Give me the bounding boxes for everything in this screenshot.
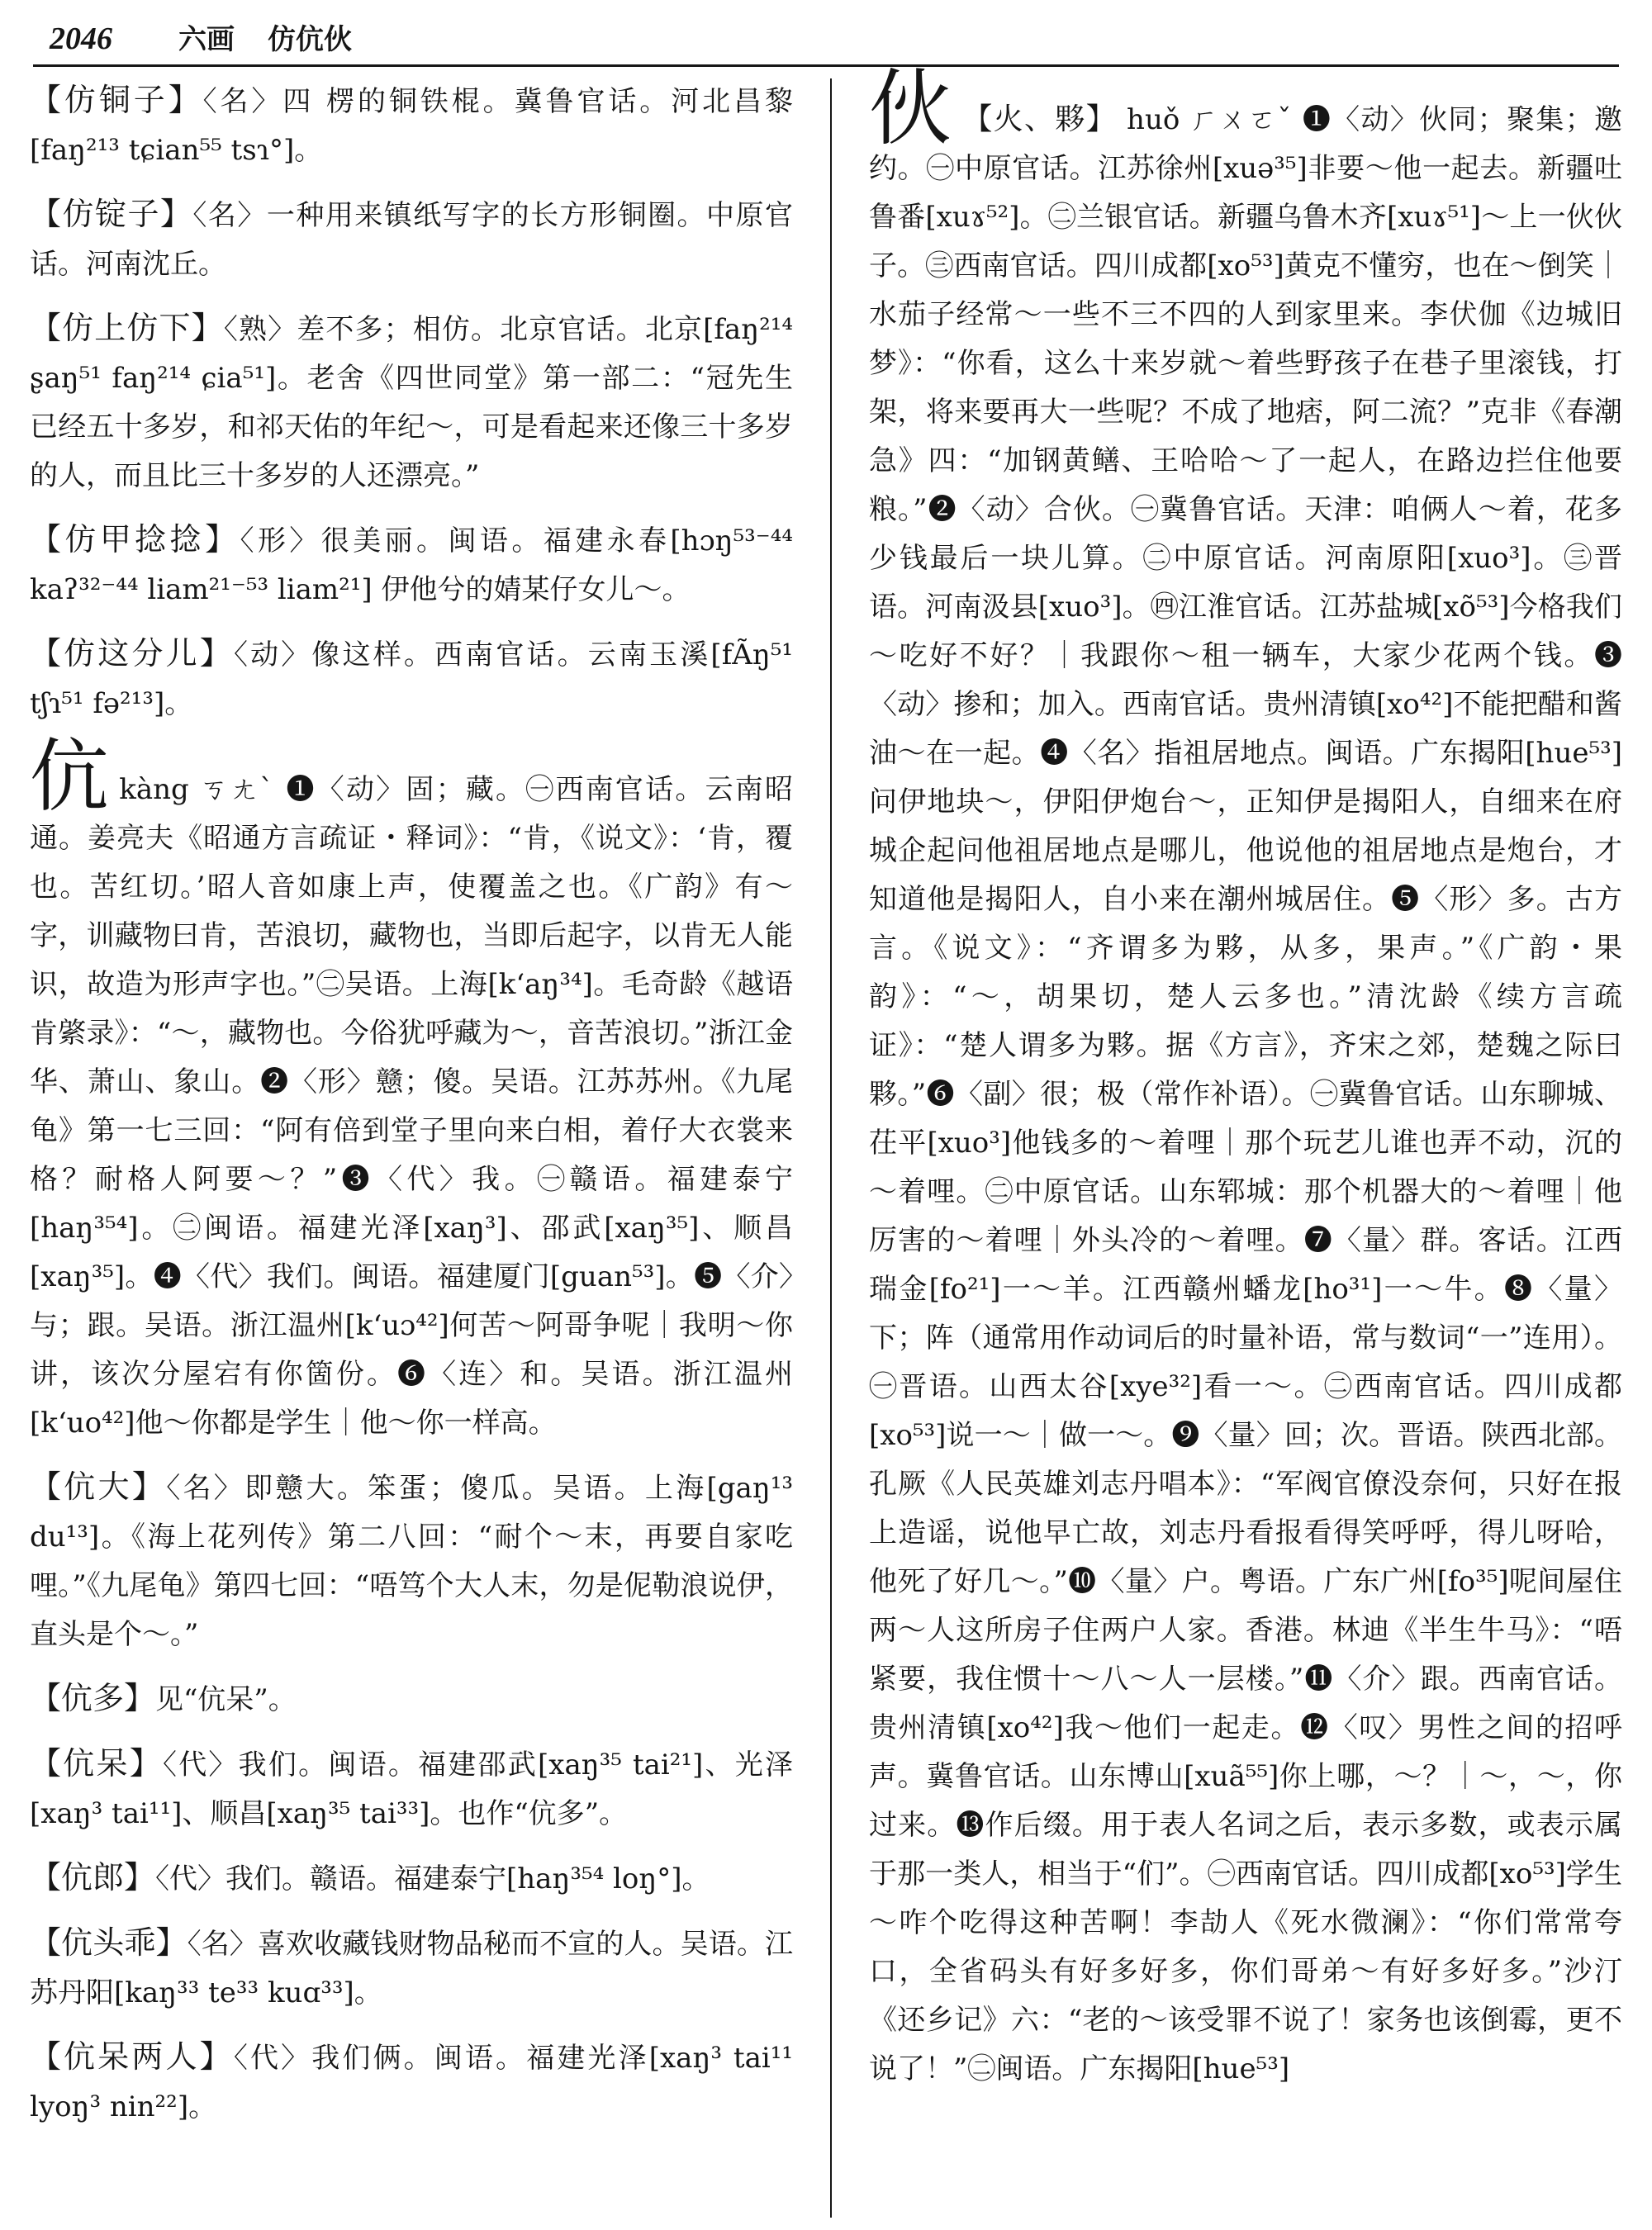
char-body: ❶〈动〉伙同；聚集；邀约。㊀中原官话。江苏徐州[xuə³⁵]非要～他一起去。新疆吐鲁番[xuɤ⁵²]。㊁兰银官话。新疆乌鲁木齐[xuɤ⁵¹]～上一伙伙子。㊂西南官话。四川成都[xo⁵³]黄克不懂穷，也在～倒笑｜水茄子经常～一些不三不四的人到家里来。李伏伽《边城旧梦》：“你看，这么十来岁就～着些野孩子在巷子里滚钱，打架，将来要再大一些呢？不成了地痞，阿二流？”克非《春潮急》四：“加钢黄鳝、王哈哈～了一起人，在路边拦住他要粮。”❷〈动〉合伙。㊀冀鲁官话。天津：咱俩人～着，花多少钱最后一块儿算。㊁中原官话。河南原阳[xuo³]。㊂晋语。河南汲县[xuo³]。㊃江淮官话。江苏盐城[xõ⁵³]今格我们～吃好不好？｜我跟你～租一辆车，大家少花两个钱。❸〈动〉掺和；加入。西南官话。贵州清镇[xo⁴²]不能把醋和酱油～在一起。❹〈名〉指祖居地点。闽语。广东揭阳[hue⁵³]问伊地块～，伊阳伊炮台～，正知伊是揭阳人，自细来在府城企起问他祖居地点是哪儿，他说他的祖居地点是炮台，才知道他是揭阳人，自小来在潮州城居住。❺〈形〉多。古方言。《说文》：“齐谓多为夥，从多，果声。”《广韵・果韵》：“～，胡果切，楚人云多也。”清沈龄《续方言疏证》：“楚人谓多为夥。据《方言》，齐宋之郊，楚魏之际曰夥。”❻〈副〉很；极（常作补语）。㊀冀鲁官话。山东聊城、茌平[xuo³]他钱多的～着哩｜那个玩艺儿谁也弄不动，沉的～着哩。㊁中原官话。山东郓城：那个机器大的～着哩｜他厉害的～着哩｜外头冷的～着哩。❼〈量〉群。客话。江西瑞金[fo²¹]一～羊。江西赣州蟠龙[ho³¹]一～牛。❽〈量〉下；阵（通常用作动词后的时量补语，常与数词“一”连用）。㊀晋语。山西太谷[xye³²]看一～。㊁西南官话。四川成都[xo⁵³]说一～｜做一～。❾〈量〉回；次。晋语。陕西北部。孔厥《人民英雄刘志丹唱本》：“军阀官僚没奈何，只好在报上造谣，说他早亡故，刘志丹看报看得笑呼呼，得儿呀哈，他死了好几～。”❿〈量〉户。粤语。广东广州[fo³⁵]呢间屋住两～人这所房子住两户人家。香港。林迪《半生牛马》：“唔紧要，我住惯十～八～人一层楼。”⓫〈介〉跟。西南官话。贵州清镇[xo⁴²]我～他们一起走。⓬〈叹〉男性之间的招呼声。冀鲁官话。山东博山[xuã⁵⁵]你上哪，～？｜～，～，你过来。⓭作后缀。用于表人名词之后，表示多数，或表示属于那一类人，相当于“们”。㊀西南官话。四川成都[xo⁵³]学生～咋个吃得这种苦啊！李劼人《死水微澜》：“你们常常夸口，全省码头有好多好多，你们哥弟～有好多好多。”沙汀《还乡记》六：“老的～该受罪不说了！家务也该倒霉，更不说了！”㊁闽语。广东揭阳[hue⁵³] — [869, 103, 1623, 2085]
char-pinyin: kàng — [119, 773, 189, 806]
entry — [30, 304, 793, 501]
left-column — [30, 76, 793, 2147]
entry-body: 〈代〉我们俩。闽语。福建光泽[xaŋ³ tai¹¹ lyoŋ³ nin²²]。 — [30, 2042, 793, 2123]
header-rule — [33, 64, 1619, 67]
char-zhuyin: ㄎㄤˋ — [199, 773, 276, 806]
entry — [30, 1674, 793, 1725]
entry-headword: 【伉大】 — [30, 1468, 167, 1505]
char-zhuyin: ㄏㄨㄛˇ — [1189, 103, 1293, 136]
char-entry-huo — [869, 60, 1623, 2094]
entry-headword: 【伉头乖】 — [30, 1924, 188, 1961]
entry-body: 〈动〉像这样。西南官话。云南玉溪[fÃŋ⁵¹ tʃɿ⁵¹ fə²¹³]。 — [30, 638, 793, 720]
entry-headword: 【仿锭子】 — [30, 196, 193, 232]
entry — [30, 629, 793, 728]
entry-body: 〈熟〉差不多；相仿。北京官话。北京[faŋ²¹⁴ ʂaŋ⁵¹ faŋ²¹⁴ ɕia⁵¹]。老舍《四世同堂》第一部二：“冠先生已经五十多岁，和祁天佑的年纪～，可是看起来还像三十多岁的人，而且比三十多岁的人还漂亮。” — [30, 313, 793, 492]
entry-body: 〈名〉一种用来镇纸写字的长方形铜圈。中原官话。河南沈丘。 — [30, 199, 793, 281]
section-label: 六画 — [178, 23, 235, 56]
header-chars: 仿伉伙 — [268, 23, 352, 56]
entry — [30, 1463, 793, 1659]
entry-body: 〈代〉我们。闽语。福建邵武[xaŋ³⁵ tai²¹]、光泽[xaŋ³ tai¹¹]、顺昌[xaŋ³⁵ tai³³]。也作“伉多”。 — [30, 1748, 793, 1830]
char-headword: 伉 — [30, 730, 112, 823]
entry-headword: 【伉多】 — [30, 1680, 156, 1716]
entry-body: 〈名〉喜欢收藏钱财物品秘而不宣的人。吴语。江苏丹阳[kaŋ³³ te³³ kuɑ³³]。 — [30, 1928, 793, 2009]
entry — [30, 1919, 793, 2018]
char-headword: 伙 — [869, 60, 953, 157]
page-number: 2046 — [50, 21, 112, 56]
entry-headword: 【伉呆】 — [30, 1745, 163, 1782]
char-pinyin: huǒ — [1127, 103, 1180, 136]
right-column — [869, 60, 1623, 2109]
entry-headword: 【仿铜子】 — [30, 82, 203, 118]
entry-body: 〈代〉我们。赣语。福建泰宁[haŋ³⁵⁴ loŋ°]。 — [155, 1862, 710, 1896]
entry — [30, 1853, 793, 1904]
entry — [30, 515, 793, 614]
entry-body: 〈名〉即戆大。笨蛋；傻瓜。吴语。上海[gaŋ¹³ du¹³]。《海上花列传》第二八回：“耐个～末，再要自家吃哩。”《九尾龟》第四七回：“唔笃个大人末，勿是伲勒浪说伊，直头是个～。” — [30, 1472, 793, 1651]
entry-body: 〈名〉四 楞的铜铁棍。冀鲁官话。河北昌黎[faŋ²¹³ tɕian⁵⁵ tsɿ°]。 — [30, 85, 793, 167]
entry-headword: 【仿这分儿】 — [30, 635, 234, 671]
entry-body: 〈形〉很美丽。闽语。福建永春[hɔŋ⁵³⁻⁴⁴ kaʔ³²⁻⁴⁴ liam²¹⁻⁵³ liam²¹] 伊他兮的婧某仔女儿～。 — [30, 524, 793, 606]
page-header — [50, 17, 1619, 56]
entry-headword: 【伉呆两人】 — [30, 2038, 234, 2075]
entry — [30, 190, 793, 289]
entry-headword: 【仿上仿下】 — [30, 310, 224, 346]
entry — [30, 1739, 793, 1839]
entry — [30, 76, 793, 175]
entry-headword: 【伉郎】 — [30, 1859, 156, 1896]
entry — [30, 2033, 793, 2132]
char-variants: 【火、夥】 — [962, 102, 1117, 136]
char-entry-kang — [30, 730, 794, 1448]
entry-body: 见“伉呆”。 — [155, 1683, 297, 1716]
entry-headword: 【仿甲捻捻】 — [30, 521, 240, 558]
column-divider — [830, 78, 832, 2218]
char-body: ❶〈动〉固；藏。㊀西南官话。云南昭通。姜亮夫《昭通方言疏证・释词》：“肯，《说文》：‘肯，覆也。苦红切。’昭人音如康上声，使覆盖之也。《广韵》有～字，训藏物曰肯，苦浪切，藏物也，当即后起字，以肯无人能识，故造为形声字也。”㊁吴语。上海[k‘aŋ³⁴]。毛奇龄《越语肯綮录》：“～，藏物也。今俗犹呼藏为～，音苦浪切。”浙江金华、萧山、象山。❷〈形〉戆；傻。吴语。江苏苏州。《九尾龟》第一七三回：“阿有倍到堂子里向来白相，着仔大衣裳来格？耐格人阿要～？”❸〈代〉我。㊀赣语。福建泰宁[haŋ³⁵⁴]。㊁闽语。福建光泽[xaŋ³]、邵武[xaŋ³⁵]、顺昌[xaŋ³⁵]。❹〈代〉我们。闽语。福建厦门[guan⁵³]。❺〈介〉与；跟。吴语。浙江温州[k‘uɔ⁴²]何苦～阿哥争呢｜我明～你讲，该次分屋宕有你箇份。❻〈连〉和。吴语。浙江温州[k‘uo⁴²]他～你都是学生｜他～你一样高。 — [30, 773, 794, 1440]
